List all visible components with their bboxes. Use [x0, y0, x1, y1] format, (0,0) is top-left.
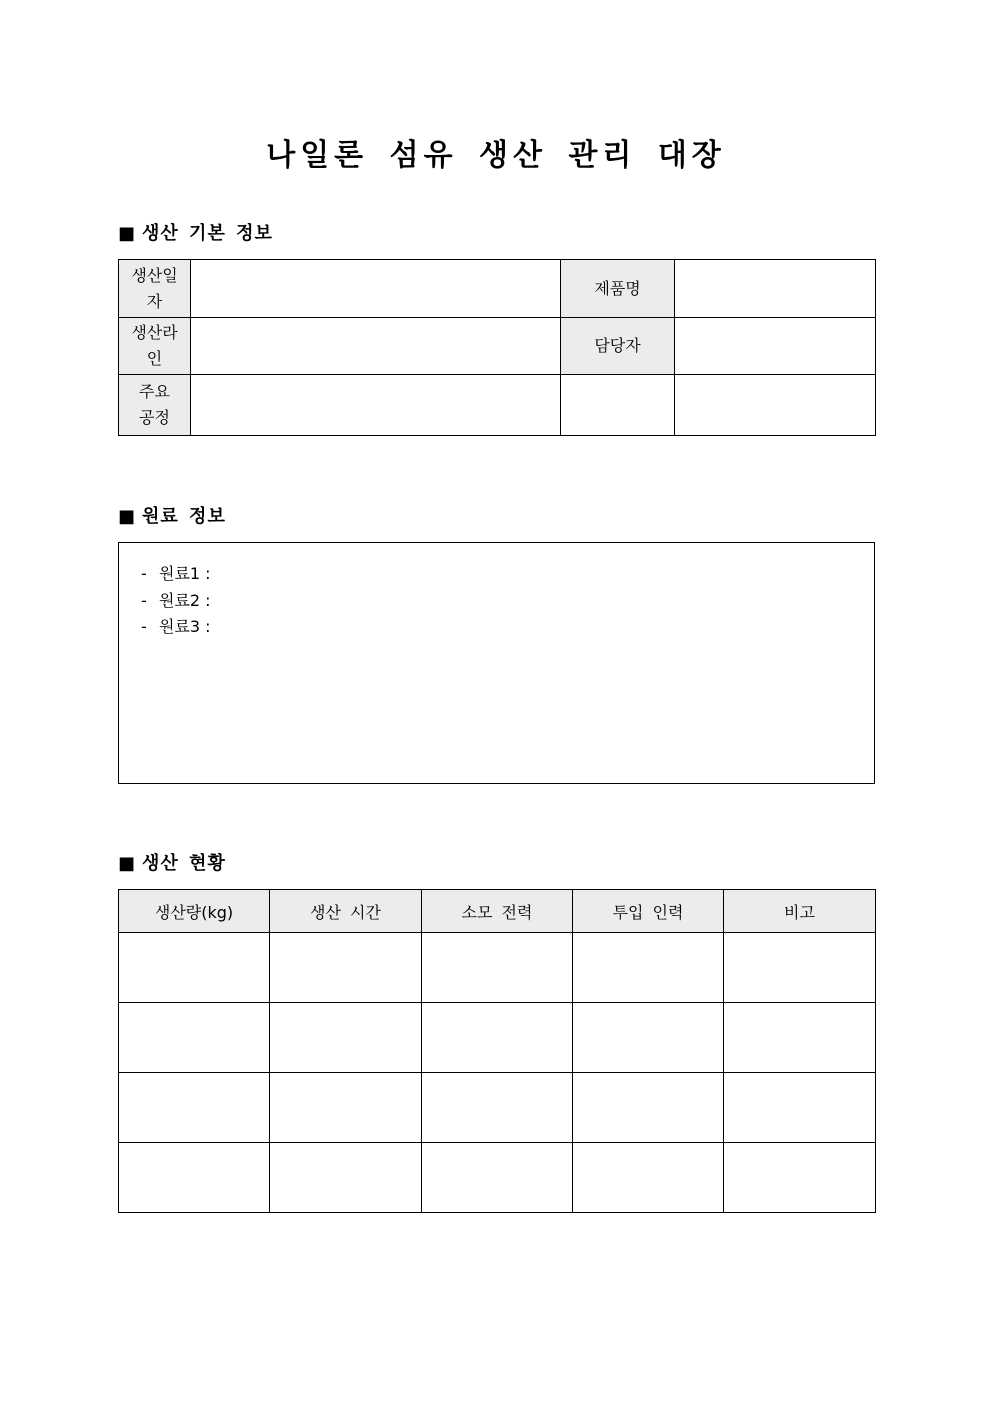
square-bullet-icon: ■ [118, 506, 137, 527]
table-cell[interactable] [119, 933, 270, 1003]
table-row [119, 318, 876, 375]
table-cell[interactable] [422, 933, 573, 1003]
table-cell[interactable] [422, 1073, 573, 1143]
table-cell[interactable] [724, 1073, 876, 1143]
dash-bullet: - [141, 590, 147, 610]
table-row [119, 1003, 876, 1073]
table-row [119, 375, 876, 436]
table-cell[interactable] [573, 1073, 724, 1143]
production-date-field[interactable] [191, 260, 561, 318]
material-2-label: 원료2 : [159, 590, 211, 610]
table-cell[interactable] [119, 1003, 270, 1073]
material-3-label: 원료3 : [159, 617, 211, 636]
table-cell[interactable] [422, 1003, 573, 1073]
table-row [119, 933, 876, 1003]
production-line-field[interactable] [191, 318, 561, 375]
production-date-label: 생산일자 [119, 260, 191, 318]
table-cell[interactable] [270, 933, 422, 1003]
column-header-manpower: 투입 인력 [573, 890, 724, 933]
production-line-label: 생산라인 [119, 318, 191, 375]
product-name-label: 제품명 [561, 260, 675, 318]
section-heading-text: 생산 현황 [142, 853, 226, 874]
table-header-row [119, 890, 876, 933]
section-heading-production-status [118, 851, 226, 877]
list-item [141, 614, 874, 641]
table-cell[interactable] [422, 1143, 573, 1213]
materials-list [119, 543, 874, 641]
column-header-time: 생산 시간 [270, 890, 422, 933]
section-heading-materials [118, 504, 226, 530]
main-process-field[interactable] [191, 375, 561, 436]
table-row [119, 260, 876, 318]
table-cell[interactable] [724, 1003, 876, 1073]
table-cell[interactable] [573, 1143, 724, 1213]
manager-label: 담당자 [561, 318, 675, 375]
main-process-label: 주요공정 [119, 375, 191, 436]
section-heading-text: 원료 정보 [142, 506, 226, 527]
dash-bullet: - [141, 564, 147, 583]
table-cell[interactable] [573, 933, 724, 1003]
product-name-field[interactable] [675, 260, 876, 318]
table-cell[interactable] [573, 1003, 724, 1073]
material-1-label: 원료1 : [159, 564, 211, 583]
table-cell[interactable] [270, 1003, 422, 1073]
section-heading-basic-info [118, 221, 273, 247]
table-cell[interactable] [724, 933, 876, 1003]
list-item [141, 561, 874, 588]
table-cell[interactable] [724, 1143, 876, 1213]
column-header-remarks: 비고 [724, 890, 876, 933]
table-cell[interactable] [119, 1073, 270, 1143]
production-status-table [118, 889, 876, 1213]
column-header-power: 소모 전력 [422, 890, 573, 933]
basic-info-table [118, 259, 876, 436]
square-bullet-icon: ■ [118, 853, 137, 874]
manager-field[interactable] [675, 318, 876, 375]
column-header-output: 생산량(kg) [119, 890, 270, 933]
materials-box[interactable] [118, 542, 875, 784]
table-row [119, 1073, 876, 1143]
table-cell[interactable] [270, 1143, 422, 1213]
dash-bullet: - [141, 617, 147, 636]
table-cell[interactable] [119, 1143, 270, 1213]
square-bullet-icon: ■ [118, 223, 137, 244]
extra-label-cell[interactable] [561, 375, 675, 436]
list-item [141, 588, 874, 615]
table-cell[interactable] [270, 1073, 422, 1143]
table-row [119, 1143, 876, 1213]
page-title: 나일론 섬유 생산 관리 대장 [266, 138, 726, 173]
extra-value-cell[interactable] [675, 375, 876, 436]
section-heading-text: 생산 기본 정보 [142, 223, 273, 244]
